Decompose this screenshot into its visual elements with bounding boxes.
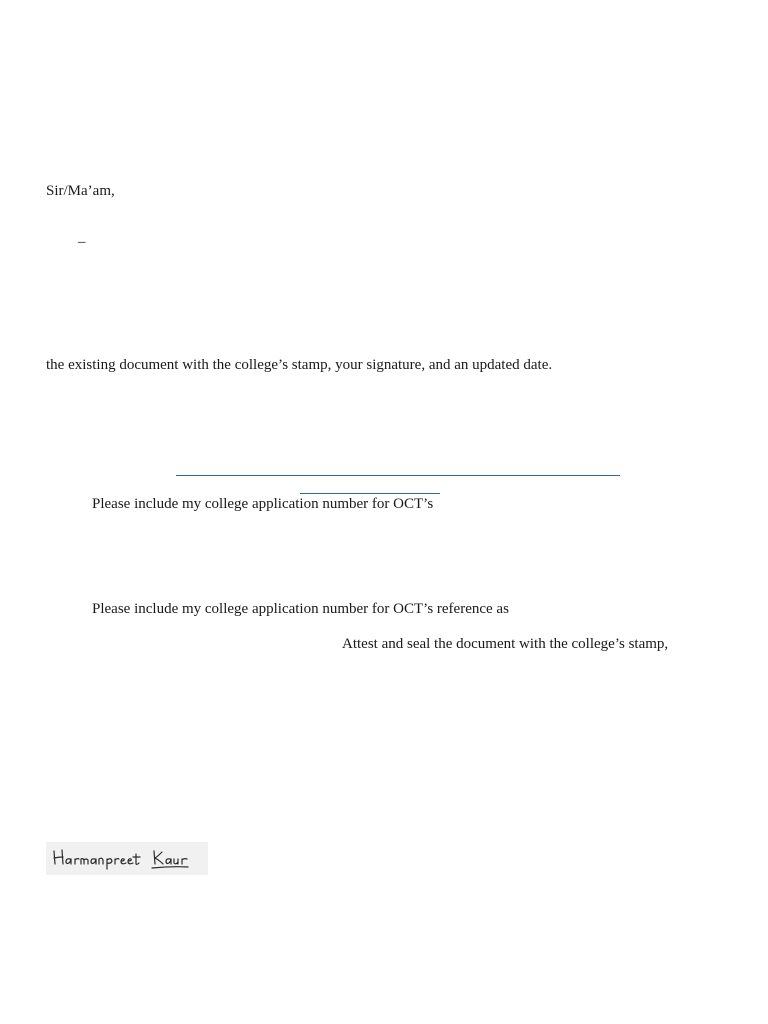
salutation: Sir/Ma’am,	[46, 183, 115, 199]
include-application-number-line: Please include my college application number for OCT’s	[92, 496, 434, 512]
existing-document-line: the existing document with the college’s stamp, your signature, and an updated date.	[46, 357, 553, 373]
attest-seal-line: Attest and seal the document with the college’s stamp,	[342, 636, 669, 652]
handwritten-signature	[46, 842, 208, 875]
underline-rule-short	[300, 493, 440, 494]
include-application-number-reference-line: Please include my college application number for OCT’s reference as	[92, 601, 509, 617]
signature-image	[46, 842, 208, 875]
underline-rule-long	[176, 475, 620, 476]
dash-marker: –	[78, 234, 86, 250]
